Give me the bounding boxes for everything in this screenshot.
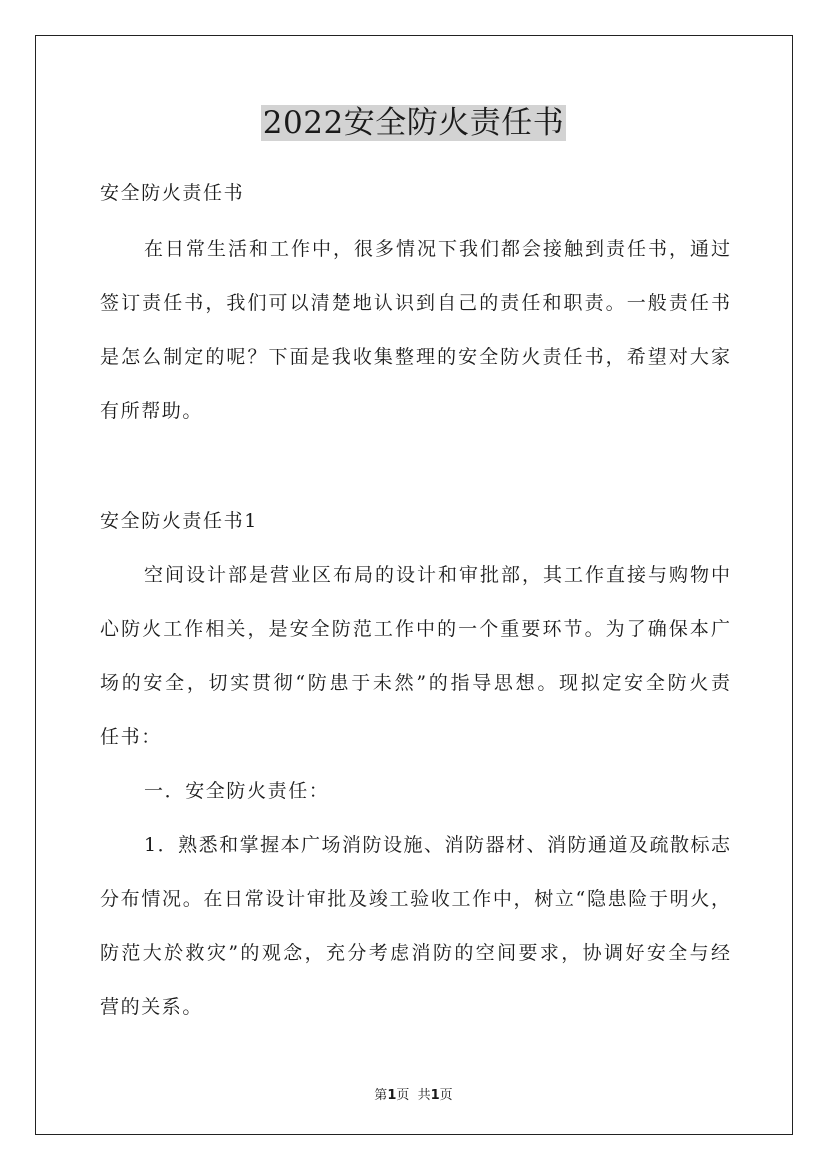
section1-line: 场的安全，切实贯彻“防患于未然”的指导思想。现拟定安全防火责 (100, 672, 730, 694)
document-heading: 安全防火责任书 (100, 182, 245, 204)
intro-line: 签订责任书，我们可以清楚地认识到自己的责任和职责。一般责任书 (100, 292, 730, 314)
page-footer (0, 1084, 827, 1103)
footer-page-prefix: 第 (374, 1088, 388, 1103)
intro-line: 在日常生活和工作中，很多情况下我们都会接触到责任书，通过 (144, 238, 730, 260)
item1-line: 营的关系。 (100, 996, 204, 1018)
intro-line: 是怎么制定的呢？下面是我收集整理的安全防火责任书，希望对大家 (100, 346, 730, 368)
section1-line: 任书： (100, 726, 162, 748)
footer-page-mid: 页 共 (396, 1088, 431, 1103)
section1-line: 心防火工作相关，是安全防范工作中的一个重要环节。为了确保本广 (100, 618, 730, 640)
footer-page-total: 1 (430, 1088, 440, 1103)
section1-line: 空间设计部是营业区布局的设计和审批部，其工作直接与购物中 (144, 564, 730, 586)
section1-heading: 安全防火责任书1 (100, 510, 258, 532)
footer-page-number: 1 (387, 1088, 397, 1103)
item1-line: 防范大於救灾”的观念，充分考虑消防的空间要求，协调好安全与经 (100, 942, 730, 964)
document-title (0, 103, 827, 143)
intro-line: 有所帮助。 (100, 400, 204, 422)
item1-line: 分布情况。在日常设计审批及竣工验收工作中，树立“隐患险于明火， (100, 888, 730, 910)
footer-page-suffix: 页 (439, 1088, 453, 1103)
document-title-text: 2022安全防火责任书 (262, 105, 565, 141)
subheading: 一．安全防火责任： (144, 780, 330, 802)
item1-line: 1．熟悉和掌握本广场消防设施、消防器材、消防通道及疏散标志 (144, 834, 730, 856)
